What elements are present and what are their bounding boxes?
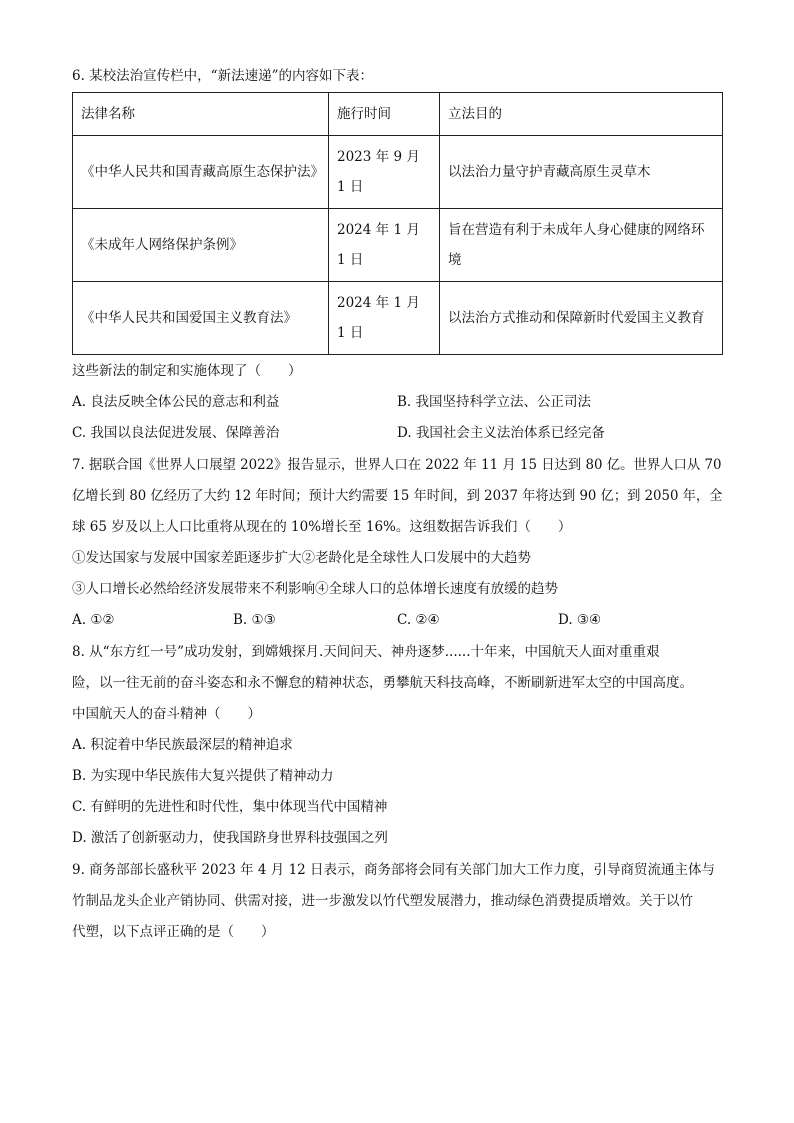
new-law-table <box>72 92 723 355</box>
q6-option-a: A. 良法反映全体公民的意志和利益 <box>72 394 280 410</box>
q7-option-c: C. ②④ <box>397 612 440 628</box>
header-date: 施行时间 <box>329 93 440 136</box>
q7-statements-1: ①发达国家与发展中国家差距逐步扩大②老龄化是全球性人口发展中的大趋势 <box>72 550 531 566</box>
q7-option-d: D. ③④ <box>558 612 602 628</box>
q6-option-c: C. 我国以良法促进发展、保障善治 <box>72 425 280 441</box>
table-row <box>73 282 723 355</box>
header-law-name: 法律名称 <box>73 93 329 136</box>
cell-purpose: 旨在营造有利于未成年人身心健康的网络环境 <box>440 209 723 282</box>
q6-option-b: B. 我国坚持科学立法、公正司法 <box>397 394 592 410</box>
table-row <box>73 136 723 209</box>
q7-option-b: B. ①③ <box>233 612 276 628</box>
q9-line-3: 代塑，以下点评正确的是（ ） <box>72 924 275 940</box>
q8-option-a: A. 积淀着中华民族最深层的精神追求 <box>72 737 293 753</box>
cell-purpose: 以法治方式推动和保障新时代爱国主义教育 <box>440 282 723 355</box>
q8-option-c: C. 有鲜明的先进性和时代性，集中体现当代中国精神 <box>72 799 388 815</box>
cell-law-name: 《未成年人网络保护条例》 <box>73 209 329 282</box>
q8-line-3: 中国航天人的奋斗精神（ ） <box>72 706 261 722</box>
q6-question: 这些新法的制定和实施体现了（ ） <box>72 363 302 379</box>
q7-statements-2: ③人口增长必然给经济发展带来不利影响④全球人口的总体增长速度有放缓的趋势 <box>72 581 558 597</box>
cell-date: 2024 年 1 月 1 日 <box>329 282 440 355</box>
q9-line-2: 竹制品龙头企业产销协同、供需对接，进一步激发以竹代塑发展潜力，推动绿色消费提质增效。关于以竹 <box>72 893 693 909</box>
q7-line-1: 7. 据联合国《世界人口展望 2022》报告显示，世界人口在 2022 年 11 月 15 日达到 80 亿。世界人口从 70 <box>72 457 722 473</box>
cell-date: 2024 年 1 月 1 日 <box>329 209 440 282</box>
q6-stem: 6. 某校法治宣传栏中，“新法速递”的内容如下表： <box>72 68 373 84</box>
q7-line-3: 球 65 岁及以上人口比重将从现在的 10%增长至 16%。这组数据告诉我们（ ） <box>72 519 572 535</box>
header-purpose: 立法目的 <box>440 93 723 136</box>
cell-date: 2023 年 9 月 1 日 <box>329 136 440 209</box>
cell-law-name: 《中华人民共和国爱国主义教育法》 <box>73 282 329 355</box>
q8-line-2: 险，以一往无前的奋斗姿态和永不懈怠的精神状态，勇攀航天科技高峰，不断刷新进军太空的中国高度。 <box>72 675 693 691</box>
q8-option-b: B. 为实现中华民族伟大复兴提供了精神动力 <box>72 768 334 784</box>
q6-option-d: D. 我国社会主义法治体系已经完备 <box>397 425 605 441</box>
q7-option-a: A. ①② <box>72 612 115 628</box>
q7-line-2: 亿增长到 80 亿经历了大约 12 年时间；预计大约需要 15 年时间，到 2037 年将达到 90 亿；到 2050 年，全 <box>72 488 723 504</box>
table-header-row <box>73 93 723 136</box>
table-row <box>73 209 723 282</box>
cell-law-name: 《中华人民共和国青藏高原生态保护法》 <box>73 136 329 209</box>
q8-option-d: D. 激活了创新驱动力，使我国跻身世界科技强国之列 <box>72 830 388 846</box>
cell-purpose: 以法治力量守护青藏高原生灵草木 <box>440 136 723 209</box>
q8-line-1: 8. 从“东方红一号”成功发射，到嫦娥探月.天间问天、神舟逐梦......十年来，中国航天人面对重重艰 <box>72 644 660 660</box>
q9-line-1: 9. 商务部部长盛秋平 2023 年 4 月 12 日表示，商务部将会同有关部门加大工作力度，引导商贸流通主体与 <box>72 862 716 878</box>
